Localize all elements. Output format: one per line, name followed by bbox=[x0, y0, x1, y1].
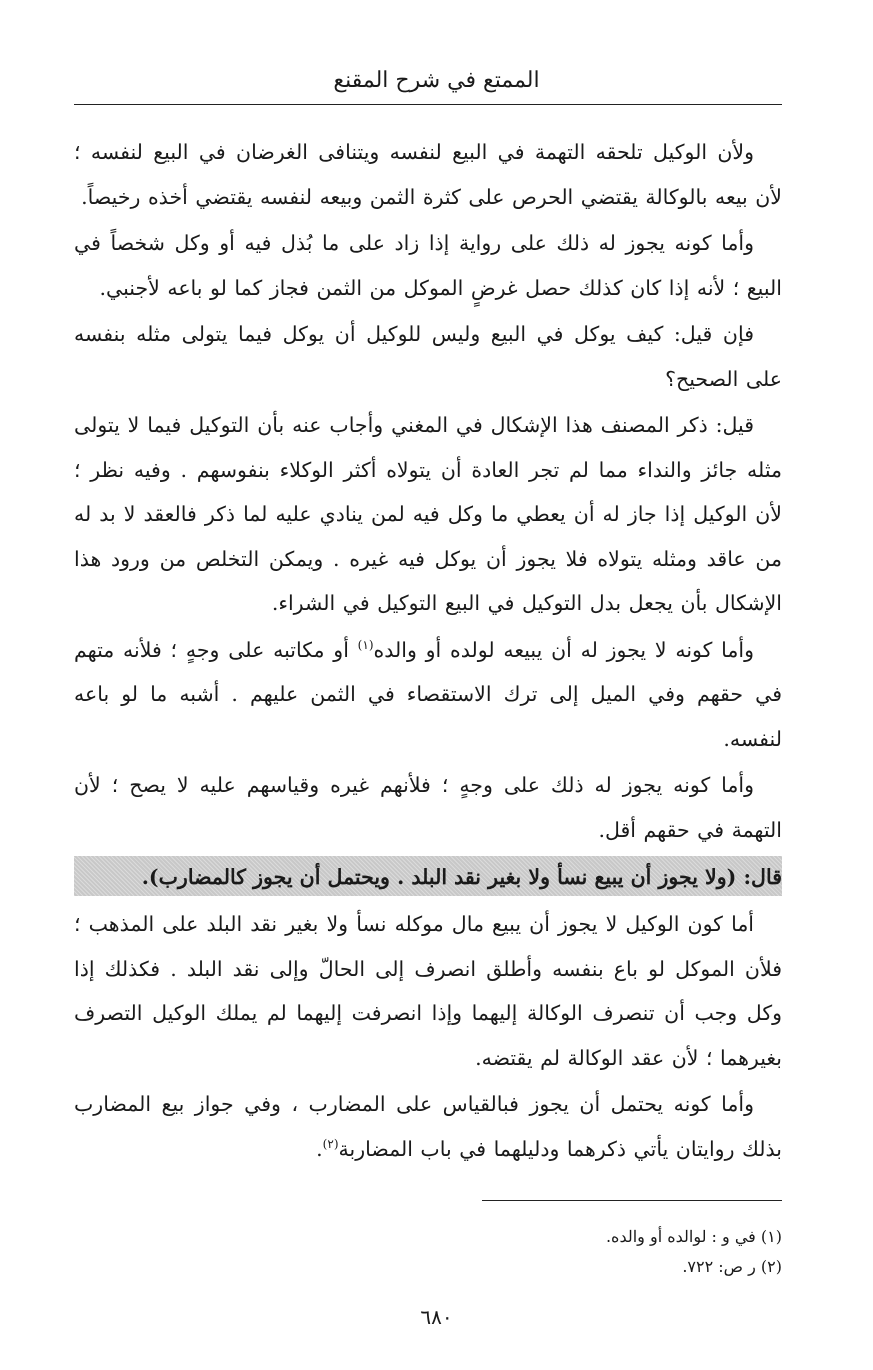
paragraph-5-text-b: أو مكاتبه على وجهٍ ؛ فلأنه متهم في حقهم وفي الميل إلى ترك الاستقصاء في الثمن عليهم . أشبه ما لو باعه لنفسه. bbox=[74, 637, 782, 751]
paragraph-5 bbox=[74, 628, 782, 762]
paragraph-2: وأما كونه يجوز له ذلك على رواية إذا زاد على ما بُذل فيه أو وكل شخصاً في البيع ؛ لأنه إذا كان كذلك حصل غرضٍ الموكل من الثمن فجاز كما لو باعه لأجنبي. bbox=[74, 231, 782, 300]
paragraph-8-text-a: وأما كونه يحتمل أن يجوز فبالقياس على المضارب ، وفي جواز بيع المضارب بذلك روايتان يأتي ذكرهما ودليلهما في باب المضاربة bbox=[74, 1092, 782, 1161]
paragraph-5-text-a: وأما كونه لا يجوز له أن يبيعه لولده أو والده bbox=[373, 637, 754, 662]
paragraph-3: فإن قيل: كيف يوكل في البيع وليس للوكيل أن يوكل فيما يتولى مثله بنفسه على الصحيح؟ bbox=[74, 322, 782, 391]
footnote-1: (١) في و : لوالده أو والده. bbox=[605, 1227, 782, 1246]
paragraph-8-text-b: . bbox=[316, 1136, 323, 1161]
paragraph-4: قيل: ذكر المصنف هذا الإشكال في المغني وأجاب عنه بأن التوكيل فيما لا يتولى مثله جائز والنداء مما لم تجر العادة أن يتولاه أكثر الوكلاء بنفوسهم . وفيه نظر ؛ لأن الوكيل إذا جاز له أن يعطي ما وكل فيه لمن ينادي عليه لما ذكر فالعقد لا بد له من عاقد ومثله يتولاه فلا يجوز أن يوكل فيه غيره . ويمكن التخلص من ورود هذا الإشكال بأن يجعل بدل التوكيل في البيع التوكيل في الشراء. bbox=[74, 413, 782, 615]
main-text bbox=[74, 130, 782, 1171]
paragraph-8 bbox=[74, 1082, 782, 1171]
page-number: ٦٨٠ bbox=[420, 1305, 453, 1329]
paragraph-6: وأما كونه يجوز له ذلك على وجهٍ ؛ فلأنهم غيره وقياسهم عليه لا يصح ؛ لأن التهمة في حقهم أقل. bbox=[74, 773, 782, 842]
footnote-ref-2[interactable]: (٢) bbox=[322, 1136, 339, 1151]
footnotes bbox=[74, 1222, 782, 1282]
footnote-2: (٢) ر ص: ٧٢٢. bbox=[682, 1257, 782, 1276]
running-header-title: الممتع في شرح المقنع bbox=[333, 68, 540, 93]
footnote-divider bbox=[482, 1200, 782, 1201]
footnote-ref-1[interactable]: (١) bbox=[357, 637, 374, 652]
header-divider bbox=[74, 104, 782, 105]
paragraph-1: ولأن الوكيل تلحقه التهمة في البيع لنفسه ويتنافى الغرضان في البيع لنفسه ؛ لأن بيعه بالوكالة يقتضي الحرص على كثرة الثمن وبيعه لنفسه يقتضي أخذه رخيصاً. bbox=[74, 140, 782, 209]
paragraph-7: أما كون الوكيل لا يجوز أن يبيع مال موكله نسأ ولا بغير نقد البلد على المذهب ؛ فلأن الموكل لو باع بنفسه وأطلق انصرف إلى الحالّ وإلى نقد البلد . فكذلك إذا وكل وجب أن تنصرف الوكالة إليهما وإذا انصرفت إليهما لم يملك الوكيل التصرف بغيرهما ؛ لأن عقد الوكالة لم يقتضه. bbox=[74, 912, 782, 1070]
matn-quote-highlight: قال: (ولا يجوز أن يبيع نسأ ولا بغير نقد البلد . ويحتمل أن يجوز كالمضارب). bbox=[74, 856, 782, 896]
